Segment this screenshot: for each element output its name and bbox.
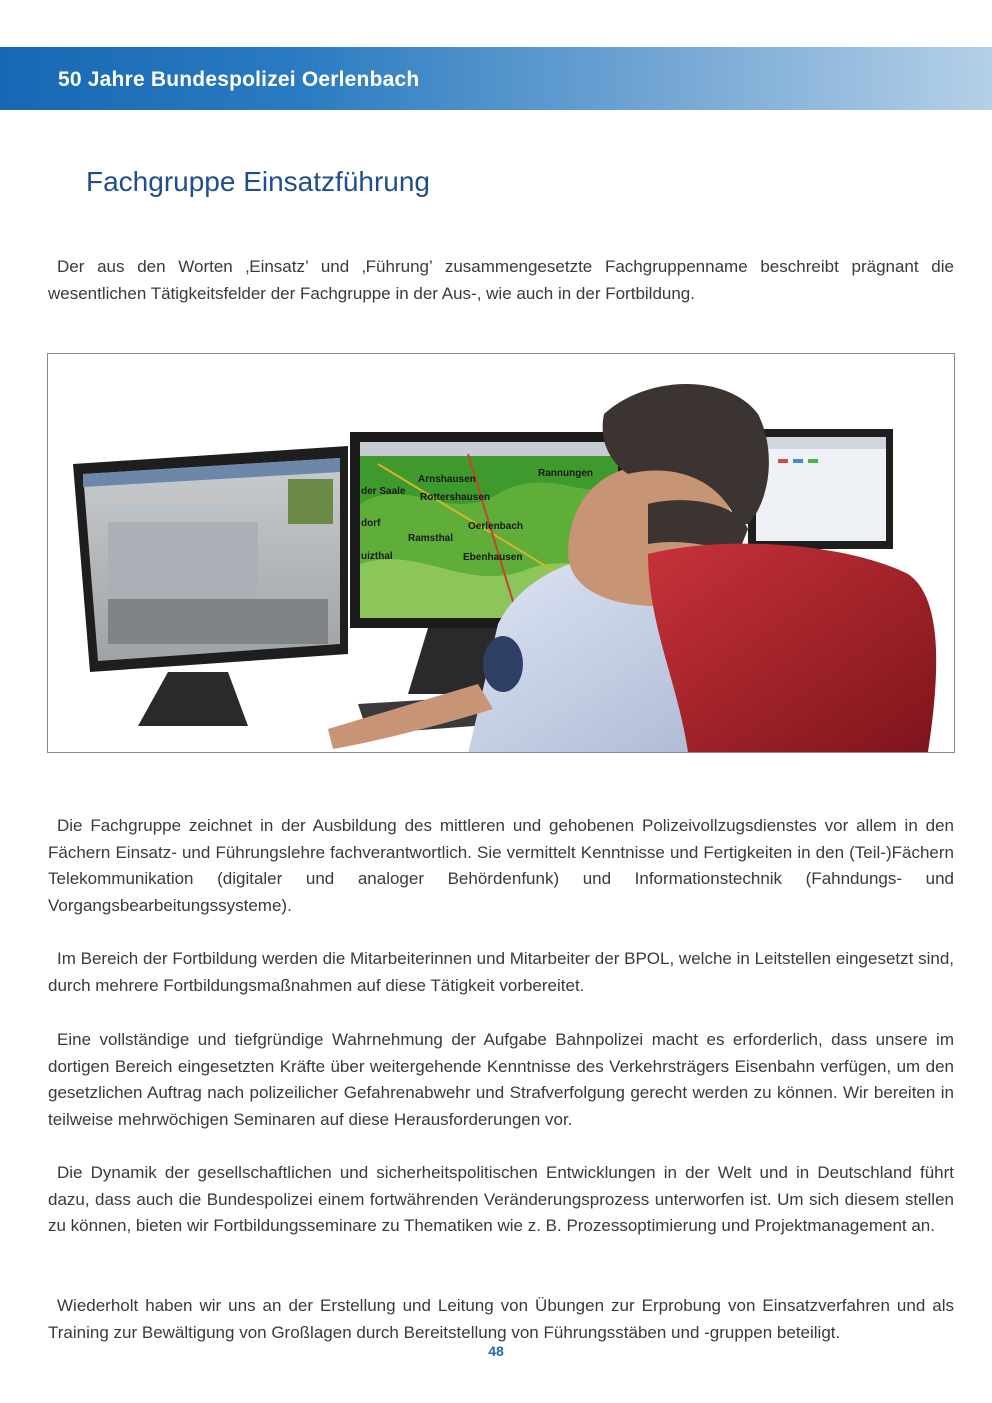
paragraph-3: Eine vollständige und tiefgründige Wahrnehmung der Aufgabe Bahnpolizei macht es erforderlich, dass unsere im dortigen Bereich eingesetzten Kräfte über weitergehende Kenntnisse des Verkehrsträgers Eisenbahn verfügen, um den gesetzlichen Auftrag nach polizeilicher Gefahrenabwehr und Strafverfolgung gerecht werden zu können. Wir bereiten in teilweise mehrwöchigen Seminaren auf diese Herausforderungen vor. bbox=[48, 1030, 954, 1129]
photo-control-room bbox=[47, 353, 955, 753]
red-chair bbox=[648, 544, 936, 752]
page-title: Fachgruppe Einsatzführung bbox=[86, 166, 430, 197]
header-title: 50 Jahre Bundespolizei Oerlenbach bbox=[58, 68, 420, 91]
paragraph-2: Im Bereich der Fortbildung werden die Mitarbeiterinnen und Mitarbeiter der BPOL, welche in Leitstellen eingesetzt sind, durch mehrere Fortbildungsmaßnahmen auf diese Tätigkeit vorbereitet. bbox=[48, 949, 954, 995]
monitor-left bbox=[73, 446, 348, 726]
map-label-arnshausen: Arnshausen bbox=[418, 474, 476, 485]
map-label-oerlenbach: Oerlenbach bbox=[468, 521, 524, 532]
intro-paragraph: Der aus den Worten ‚Einsatz’ und ‚Führung’ zusammengesetzte Fachgruppenname beschreibt prägnant die wesentlichen Tätigkeitsfelder der Fachgruppe in der Aus-, wie auch in der Fortbildung. bbox=[48, 257, 954, 303]
photo-illustration bbox=[48, 354, 954, 752]
map-label-ebenhausen: Ebenhausen bbox=[463, 552, 523, 563]
map-label-rottershausen: Rottershausen bbox=[420, 492, 491, 503]
map-label-dorf: dorf bbox=[361, 518, 381, 529]
page-number: 48 bbox=[488, 1343, 504, 1359]
map-label-ramsthal: Ramsthal bbox=[408, 533, 454, 544]
monitor-right bbox=[748, 429, 893, 549]
map-label-der-saale: der Saale bbox=[361, 486, 406, 497]
paragraph-4: Die Dynamik der gesellschaftlichen und sicherheitspolitischen Entwicklungen in der Welt und in Deutschland führt dazu, dass auch die Bundespolizei einem fortwährenden Veränderungsprozess unterworfen ist. Um sich diesem stellen zu können, bieten wir Fortbildungsseminare zu Thematiken wie z. B. Prozessoptimierung und Projektmanagement an. bbox=[48, 1163, 954, 1236]
map-label-uizthal: uizthal bbox=[361, 551, 393, 562]
paragraph-1: Die Fachgruppe zeichnet in der Ausbildung des mittleren und gehobenen Polizeivollzugsdienstes vor allem in den Fächern Einsatz- und Führungslehre fachverantwortlich. Sie vermittelt Kenntnisse und Fertigkeiten in den (Teil-)Fächern Telekommunikation (digitaler und analoger Behördenfunk) und Informationstechnik (Fahndungs- und Vorgangsbearbeitungssysteme). bbox=[48, 816, 954, 915]
map-label-rannungen: Rannungen bbox=[538, 468, 593, 479]
paragraph-5: Wiederholt haben wir uns an der Erstellung und Leitung von Übungen zur Erprobung von Einsatzverfahren und als Training zur Bewältigung von Großlagen durch Bereitstellung von Führungsstäben und -gruppen beteiligt. bbox=[48, 1296, 954, 1342]
